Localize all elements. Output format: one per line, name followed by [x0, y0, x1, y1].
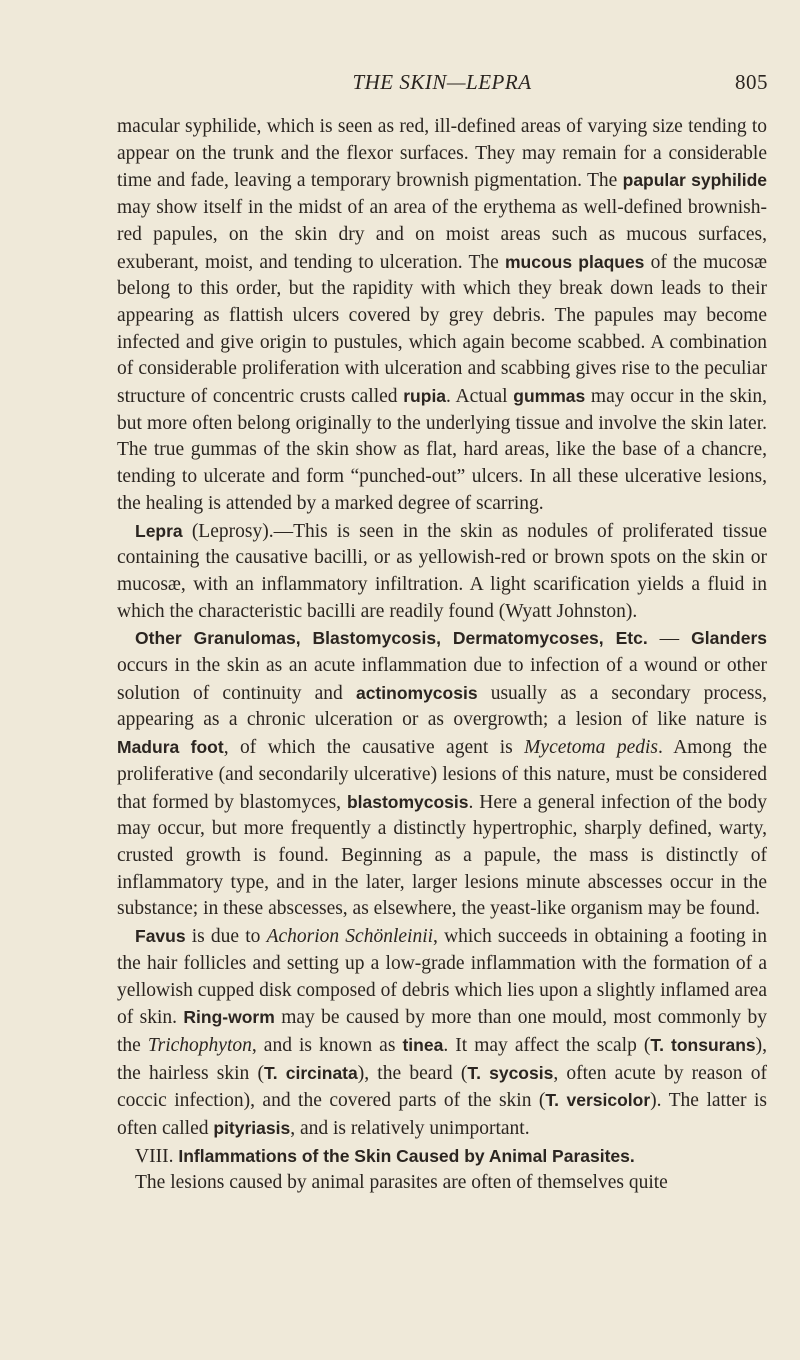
- term-blastomycosis: blastomycosis: [346, 791, 469, 812]
- term-tonsurans: T. tonsurans: [650, 1034, 756, 1055]
- text-run: may occur in the skin, but more often belong originally to the underlying tissue and involve the skin later. The true gummas of the skin show as flat, hard areas, like the base of a chancre, tending to ulcerate and form “punched-out” ulcers. In all these ulcerative lesions, the healing is attended by a marked degree of scarring.: [117, 386, 768, 514]
- term-madura-foot: Madura foot: [117, 737, 224, 758]
- term-other-granulomas: Other Granulomas, Blastomycosis, Dermatomycoses, Etc.: [135, 628, 648, 649]
- text-run: may be caused by more than one mould, most commonly by the: [117, 1007, 768, 1056]
- text-run: of the mucosæ belong to this order, but the rapidity with which they break down leads to their appearing as flattish ulcers covered by grey debris. The papules may become infected and give origin to pustules, which again become scabbed. A combination of considerable proliferation with ulceration and scabbing gives rise to the peculiar structure of concentric crusts called: [117, 251, 768, 408]
- page-header: [116, 70, 768, 100]
- term-glanders: Glanders: [691, 628, 768, 649]
- text-run: . Here a general infection of the body may occur, but more frequently a distinctly hypertrophic, sharply defined, warty, crusted growth is found. Beginning as a papule, the mass is distinctly of inflammatory type, and in the later, larger lesions minute abscesses occur in the substance; in these abscesses, as elsewhere, the yeast-like organism may be found.: [117, 791, 767, 920]
- term-lepra: Lepra: [135, 520, 183, 541]
- term-ring-worm: Ring-worm: [183, 1007, 275, 1028]
- term-gummas: gummas: [513, 386, 586, 407]
- text-run: , often acute by reason of coccic infection), and the covered parts of the skin (: [117, 1062, 767, 1112]
- term-versicolor: T. versicolor: [545, 1090, 651, 1111]
- page-body: [117, 114, 767, 1197]
- species-trichophyton: Trichophyton: [147, 1034, 252, 1056]
- paragraph-granulomas: [117, 625, 767, 923]
- paragraph-syphilide: [117, 114, 767, 518]
- text-run: . Actual: [446, 386, 514, 408]
- section-heading-viii: [117, 1143, 767, 1171]
- text-run: . Among the proliferative (and secondarily ulcerative) lesions of this nature, must be considered that formed by blastomyces,: [117, 737, 767, 813]
- term-papular-syphilide: papular syphilide: [622, 170, 767, 191]
- term-mucous-plaques: mucous plaques: [505, 251, 645, 272]
- text-run: —: [647, 628, 692, 650]
- text-run: may show itself in the midst of an area of the erythema as well-defined brownish-red papules, on the skin dry and on moist areas such as mucous surfaces, exuberant, moist, and tending to ulceration. The: [117, 197, 767, 273]
- term-tinea: tinea: [402, 1034, 444, 1055]
- text-run: is due to: [185, 926, 267, 948]
- species-achorion: Achorion Schönleinii: [266, 926, 434, 948]
- term-favus: Favus: [135, 926, 186, 947]
- text-run: ). The latter is often called: [117, 1090, 767, 1140]
- paragraph-favus: [117, 923, 767, 1143]
- paragraph-lepra: [117, 518, 767, 626]
- text-run: usually as a secondary process, appearing as a chronic ulceration or as overgrowth; a lesion of like nature is: [117, 682, 767, 731]
- section-number: VIII.: [135, 1145, 179, 1167]
- term-sycosis: T. sycosis: [467, 1062, 554, 1083]
- paragraph-animal-parasites: [117, 1170, 767, 1197]
- term-actinomycosis: actinomycosis: [355, 682, 478, 703]
- text-run: , which succeeds in obtaining a footing in the hair follicles and setting up a low-grade inflammation with the formation of a yellowish cupped disk composed of debris which lies upon a slightly inflamed area of skin.: [117, 926, 767, 1029]
- text-run: The lesions caused by animal parasites are often of themselves quite: [135, 1172, 668, 1194]
- section-title: Inflammations of the Skin Caused by Animal Parasites.: [178, 1145, 635, 1166]
- species-mycetoma-pedis: Mycetoma pedis: [524, 737, 658, 759]
- text-run: , and is relatively unimportant.: [290, 1118, 530, 1140]
- text-run: . It may affect the scalp (: [443, 1034, 651, 1056]
- text-run: , of which the causative agent is: [223, 737, 525, 759]
- text-run: occurs in the skin as an acute inflammation due to infection of a wound or other solution of continuity and: [117, 655, 767, 704]
- text-run: macular syphilide, which is seen as red, ill-defined areas of varying size tending to appear on the trunk and the flexor surfaces. They may remain for a considerable time and fade, leaving a temporary brownish pigmentation. The: [117, 116, 767, 192]
- text-run: ), the beard (: [357, 1062, 468, 1084]
- text-run: , and is known as: [251, 1034, 403, 1056]
- term-circinata: T. circinata: [263, 1062, 358, 1083]
- text-run: (Leprosy).—This is seen in the skin as nodules of proliferated tissue containing the causative bacilli, or as yellowish-red or brown spots on the skin or mucosæ, with an inflammatory infiltration. A light scarification yields a fluid in which the characteristic bacilli are readily found (Wyatt Johnston).: [117, 520, 767, 622]
- text-run: ), the hairless skin (: [117, 1034, 767, 1084]
- term-rupia: rupia: [403, 386, 447, 407]
- running-title: THE SKIN—LEPRA: [352, 70, 532, 94]
- term-pityriasis: pityriasis: [213, 1118, 291, 1139]
- page-number: 805: [735, 70, 768, 94]
